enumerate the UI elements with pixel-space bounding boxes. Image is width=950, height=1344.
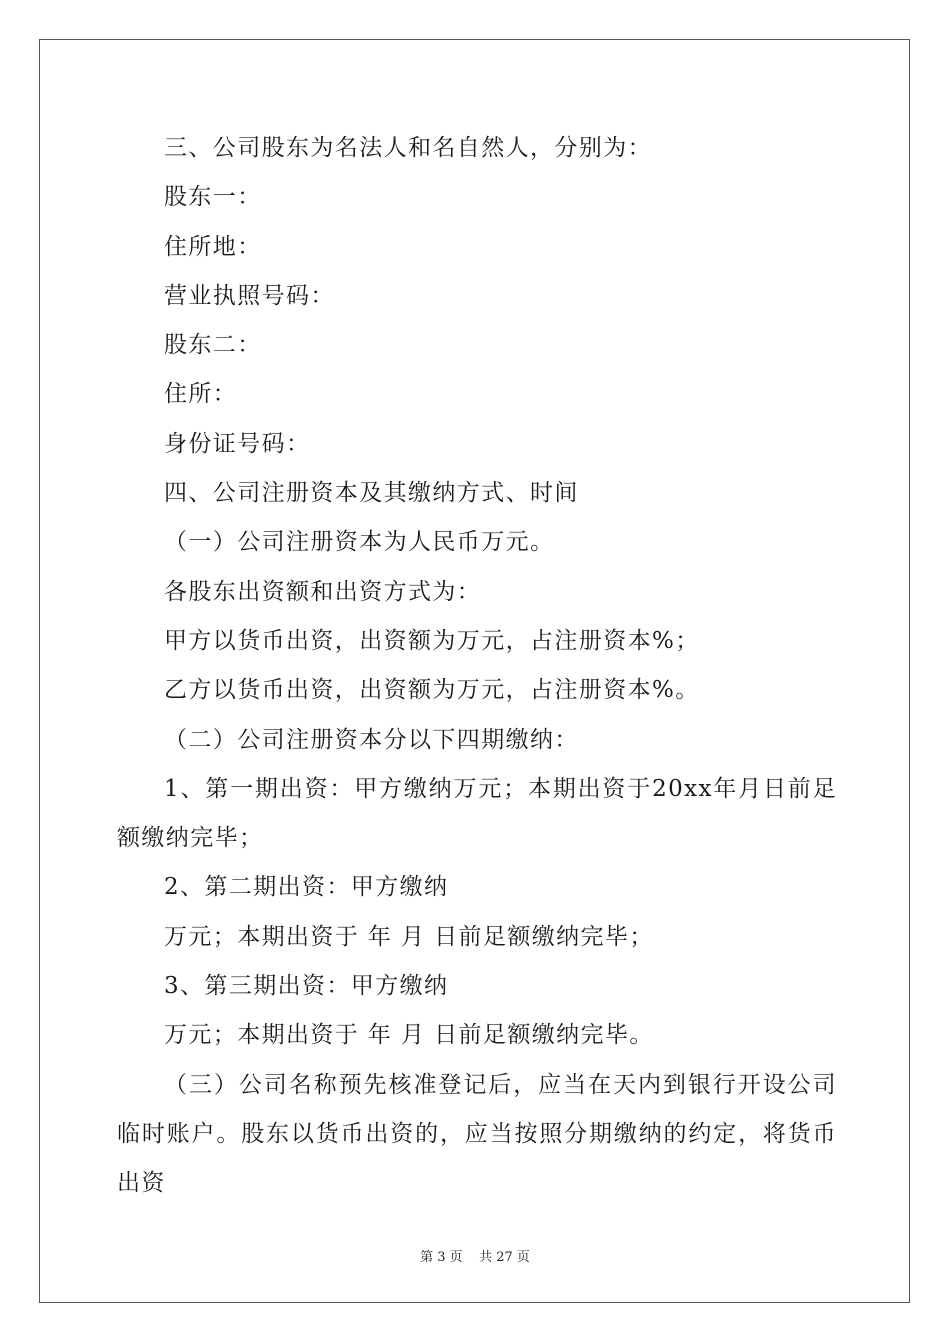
paragraph-phase-2: 2、第二期出资：甲方缴纳 (164, 874, 449, 901)
page-number-footer: 第 3 页 共 27 页 (420, 1250, 530, 1265)
paragraph-address-1: 住所地： (164, 233, 262, 260)
paragraph-section-3: 三、公司股东为名法人和名自然人，分别为： (164, 135, 652, 161)
paragraph-license-number: 营业执照号码： (164, 282, 335, 309)
paragraph-shareholder-2: 股东二： (164, 332, 262, 359)
paragraph-phase-3: 3、第三期出资：甲方缴纳 (164, 973, 449, 1000)
paragraph-address-2: 住所： (164, 381, 238, 408)
paragraph-id-number: 身份证号码： (164, 430, 311, 457)
paragraph-party-b: 乙方以货币出资，出资额为万元，占注册资本%。 (164, 677, 700, 704)
paragraph-capital-2: （二）公司注册资本分以下四期缴纳： (164, 726, 579, 753)
paragraph-capital-3: （三）公司名称预先核准登记后，应当在天内到银行开设公司临时账户。股东以货币出资的，应当按照分期缴纳的约定，将货币出资 (117, 1071, 837, 1197)
paragraph-phase-3-detail: 万元；本期出资于 年 月 日前足额缴纳完毕。 (164, 1022, 654, 1049)
paragraph-phase-2-detail: 万元；本期出资于 年 月 日前足额缴纳完毕； (164, 923, 654, 950)
paragraph-shareholder-1: 股东一： (164, 184, 262, 211)
paragraph-capital-1: （一）公司注册资本为人民币万元。 (164, 529, 555, 556)
document-body (117, 124, 837, 1209)
paragraph-section-4: 四、公司注册资本及其缴纳方式、时间 (164, 480, 579, 507)
paragraph-contribution-intro: 各股东出资额和出资方式为： (164, 578, 482, 605)
paragraph-party-a: 甲方以货币出资，出资额为万元，占注册资本%； (164, 627, 700, 654)
paragraph-phase-1: 1、第一期出资：甲方缴纳万元；本期出资于20xx年月日前足额缴纳完毕； (117, 775, 837, 852)
